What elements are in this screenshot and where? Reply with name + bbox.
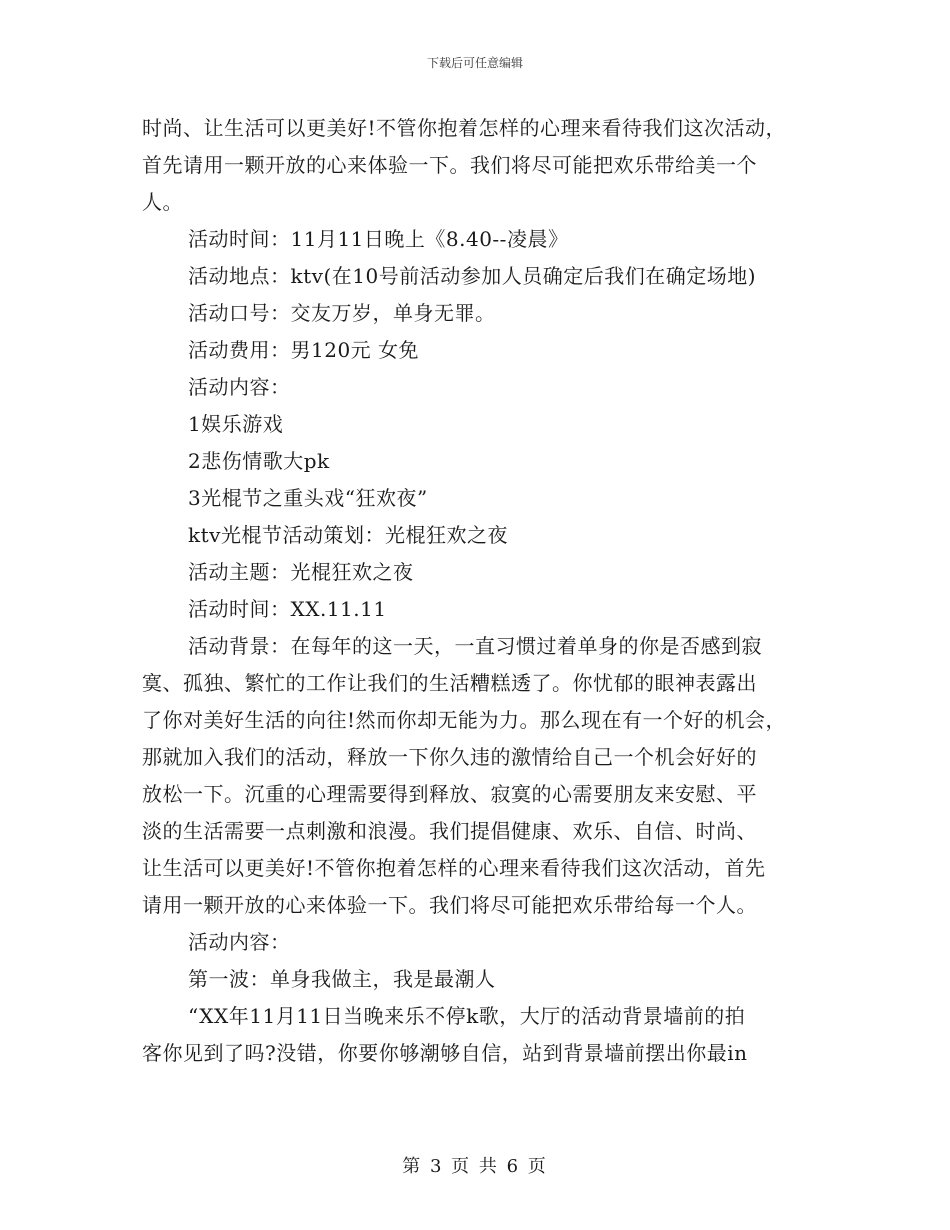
page-number-footer: 第 3 页 共 6 页 (402, 1156, 548, 1177)
list-item: 1娱乐游戏 (188, 412, 284, 436)
paragraph-line: 让生活可以更美好!不管你抱着怎样的心理来看待我们这次活动，首先 (142, 856, 766, 880)
paragraph-line: 了你对美好生活的向往!然而你却无能为力。那么现在有一个好的机会， (142, 708, 787, 732)
activity-time-line: 活动时间：11月11日晚上《8.40--凌晨》 (188, 227, 569, 251)
paragraph-line: 首先请用一颗开放的心来体验一下。我们将尽可能把欢乐带给美一个 (142, 153, 757, 177)
activity-fee-line: 活动费用：男120元 女免 (188, 338, 420, 362)
subsection-heading: 第一波：单身我做主，我是最潮人 (188, 967, 496, 991)
paragraph-line: “XX年11月11日当晚来乐不停k歌，大厅的活动背景墙前的拍 (188, 1004, 746, 1028)
page-header: 下载后可任意编辑 (426, 56, 523, 70)
paragraph-line: 放松一下。沉重的心理需要得到释放、寂寞的心需要朋友来安慰、平 (142, 782, 757, 806)
paragraph-line: 请用一颗开放的心来体验一下。我们将尽可能把欢乐带给每一个人。 (142, 893, 757, 917)
list-item: 3光棍节之重头戏“狂欢夜” (188, 486, 428, 510)
activity-location-line: 活动地点：ktv(在10号前活动参加人员确定后我们在确定场地) (188, 264, 757, 288)
paragraph-line: 时尚、让生活可以更美好!不管你抱着怎样的心理来看待我们这次活动， (142, 116, 787, 140)
document-body (142, 110, 822, 1072)
activity-content-heading: 活动内容： (188, 375, 291, 399)
paragraph-line: 寞、孤独、繁忙的工作让我们的生活糟糕透了。你忧郁的眼神表露出 (142, 671, 757, 695)
section-title-line: ktv光棍节活动策划：光棍狂欢之夜 (188, 523, 508, 547)
paragraph-line: 人。 (142, 190, 183, 214)
activity-time-line: 活动时间：XX.11.11 (188, 597, 387, 621)
activity-slogan-line: 活动口号：交友万岁，单身无罪。 (188, 301, 496, 325)
paragraph-line: 活动背景：在每年的这一天，一直习惯过着单身的你是否感到寂 (188, 634, 762, 658)
activity-theme-line: 活动主题：光棍狂欢之夜 (188, 560, 414, 584)
list-item: 2悲伤情歌大pk (188, 449, 330, 473)
paragraph-line: 那就加入我们的活动，释放一下你久违的激情给自己一个机会好好的 (142, 745, 757, 769)
paragraph-line: 淡的生活需要一点刺激和浪漫。我们提倡健康、欢乐、自信、时尚、 (142, 819, 757, 843)
activity-content-heading: 活动内容： (188, 930, 291, 954)
paragraph-line: 客你见到了吗?没错，你要你够潮够自信，站到背景墙前摆出你最in (142, 1041, 748, 1065)
